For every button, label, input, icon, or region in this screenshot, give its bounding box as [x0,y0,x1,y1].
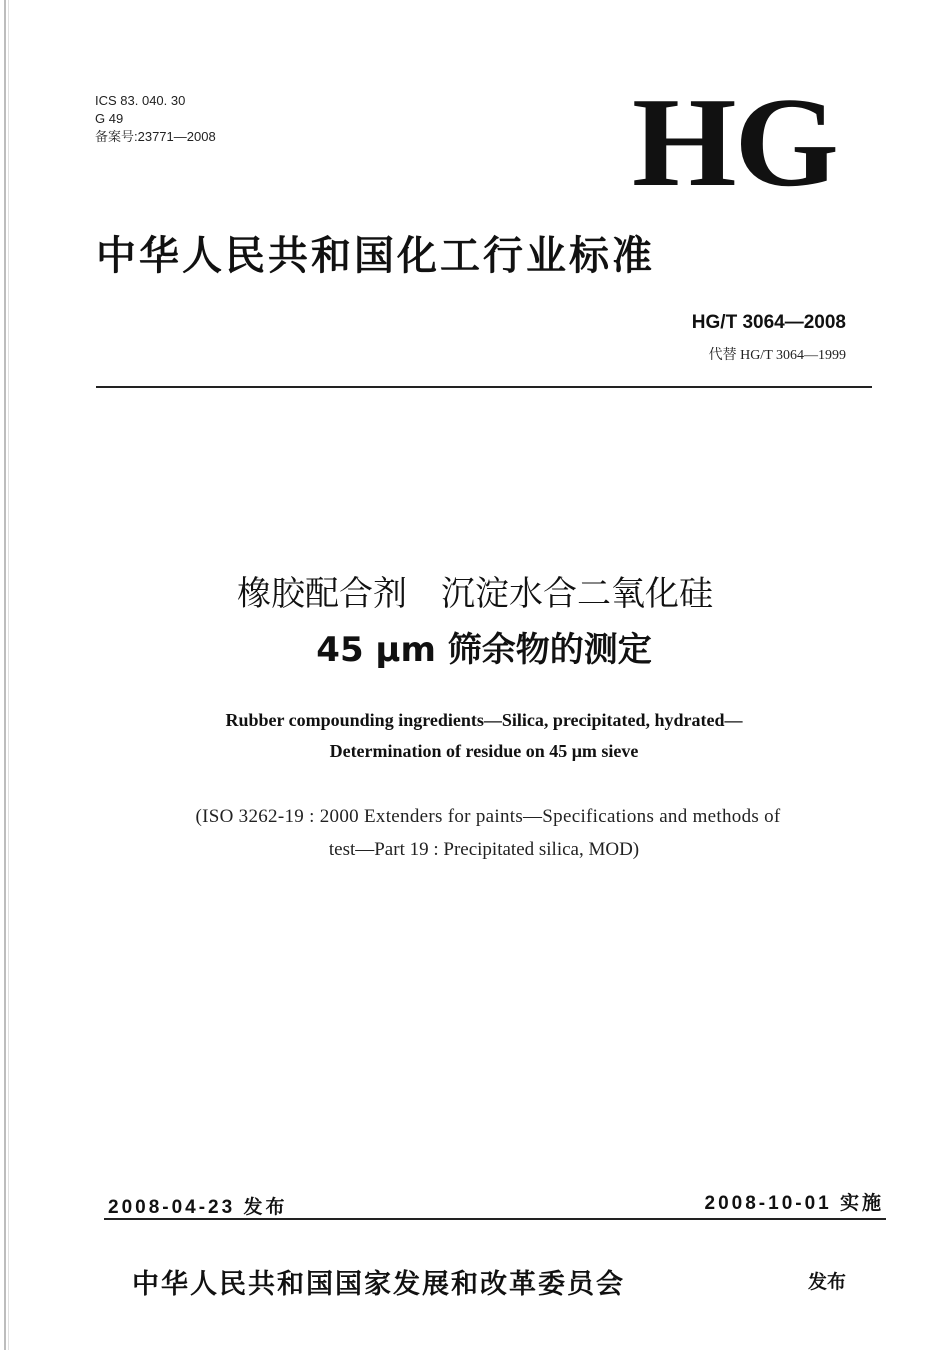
iso-reference-line1: (ISO 3262-19 : 2000 Extenders for paints—Specifications and methods of [195,806,781,827]
english-title-line1: Rubber compounding ingredients—Silica, precipitated, hydrated— [225,710,743,730]
industry-standard-title: 中华人民共和国化工行业标准 [96,232,655,279]
implementation-date: 2008-10-01 实施 [704,1193,884,1214]
chinese-title-line2: 45 μm 筛余物的测定 [316,630,652,670]
scan-edge-line-faint [8,0,9,1350]
issuing-authority-suffix: 发布 [808,1271,847,1293]
hg-logo: HG [632,71,837,213]
english-title-line2: Determination of residue on 45 μm sieve [329,741,639,761]
footer-divider [104,1218,886,1220]
standard-number: HG/T 3064—2008 [691,312,846,333]
ccs-code: G 49 [95,111,124,126]
iso-reference-line2: test—Part 19 : Precipitated silica, MOD) [328,839,640,860]
classification-block [95,92,216,146]
header-divider [96,386,872,388]
chinese-title-line1: 橡胶配合剂 沉淀水合二氧化硅 [237,574,713,614]
ics-code: ICS 83. 040. 30 [95,93,186,108]
replaces-standard: 代替 HG/T 3064—1999 [708,348,846,363]
issue-date: 2008-04-23 发布 [108,1197,288,1218]
record-number: 备案号:23771—2008 [95,129,216,144]
scan-edge-line [4,0,6,1350]
issuing-authority: 中华人民共和国国家发展和改革委员会 [132,1269,625,1300]
